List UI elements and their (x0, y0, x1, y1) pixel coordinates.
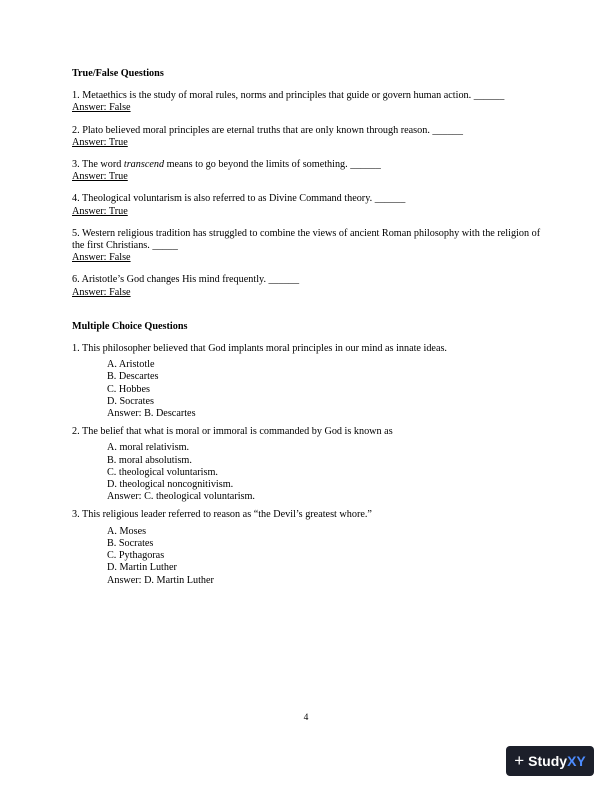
question-text: 1. Metaethics is the study of moral rules, norms and principles that guide or govern human action. ______ (72, 90, 505, 102)
option-b: B. Descartes (107, 371, 159, 383)
tf-question-4 (72, 193, 542, 217)
option-c: C. theological voluntarism. (107, 466, 218, 478)
answer-text: Answer: True (72, 205, 128, 217)
answer-text: Answer: True (72, 136, 128, 148)
question-text (72, 159, 542, 171)
option-a: A. Aristotle (107, 359, 155, 371)
mc-question-2 (72, 426, 542, 503)
option-d: D. Martin Luther (107, 562, 177, 574)
question-text-after: means to go beyond the limits of something. ______ (164, 159, 381, 171)
option-d: D. Socrates (107, 395, 154, 407)
question-text: 2. Plato believed moral principles are eternal truths that are only known through reason. ______ (72, 124, 463, 136)
option-list (107, 359, 542, 408)
mc-heading: Multiple Choice Questions (72, 320, 188, 332)
mc-question-1 (72, 343, 542, 420)
tf-heading: True/False Questions (72, 68, 164, 79)
tf-question-1 (72, 90, 542, 114)
option-c: C. Pythagoras (107, 550, 165, 562)
mc-question-3 (72, 509, 542, 586)
tf-question-5 (72, 228, 542, 265)
page-number: 4 (303, 713, 309, 723)
option-a: A. Moses (107, 525, 147, 537)
option-a: A. moral relativism. (107, 442, 190, 454)
document-page (72, 68, 542, 587)
question-text-emphasis: transcend (123, 159, 165, 171)
question-text: 2. The belief that what is moral or immoral is commanded by God is known as (72, 426, 393, 438)
answer-text: Answer: False (72, 286, 131, 298)
tf-question-2 (72, 125, 542, 149)
question-text: 1. This philosopher believed that God implants moral principles in our mind as innate ideas. (72, 343, 447, 355)
studyxy-badge[interactable] (506, 746, 594, 776)
answer-text: Answer: False (72, 252, 131, 264)
option-c: C. Hobbes (107, 383, 151, 395)
answer-text: Answer: C. theological voluntarism. (107, 491, 255, 503)
question-text: 6. Aristotle’s God changes His mind frequently. ______ (72, 274, 300, 286)
option-b: B. moral absolutism. (107, 454, 192, 466)
badge-study-text: Study (528, 752, 568, 769)
answer-text: Answer: False (72, 102, 131, 114)
option-b: B. Socrates (107, 537, 154, 549)
answer-text: Answer: B. Descartes (107, 408, 196, 420)
badge-logo-text (528, 752, 586, 769)
tf-question-3 (72, 159, 542, 183)
plus-icon: + (514, 751, 525, 770)
badge-xy-text: XY (567, 752, 586, 769)
option-d: D. theological noncognitivism. (107, 479, 234, 491)
question-text: 5. Western religious tradition has struggled to combine the views of ancient Roman philosophy with the religion of the first Christians. _____ (72, 227, 541, 252)
tf-question-6 (72, 274, 542, 298)
answer-text: Answer: True (72, 171, 128, 183)
answer-text: Answer: D. Martin Luther (107, 574, 214, 586)
question-text-before: 3. The word (72, 159, 124, 171)
option-list (107, 442, 542, 491)
question-text: 3. This religious leader referred to reason as “the Devil’s greatest whore.” (72, 509, 372, 521)
question-text: 4. Theological voluntarism is also referred to as Divine Command theory. ______ (72, 193, 406, 205)
option-list (107, 526, 542, 575)
